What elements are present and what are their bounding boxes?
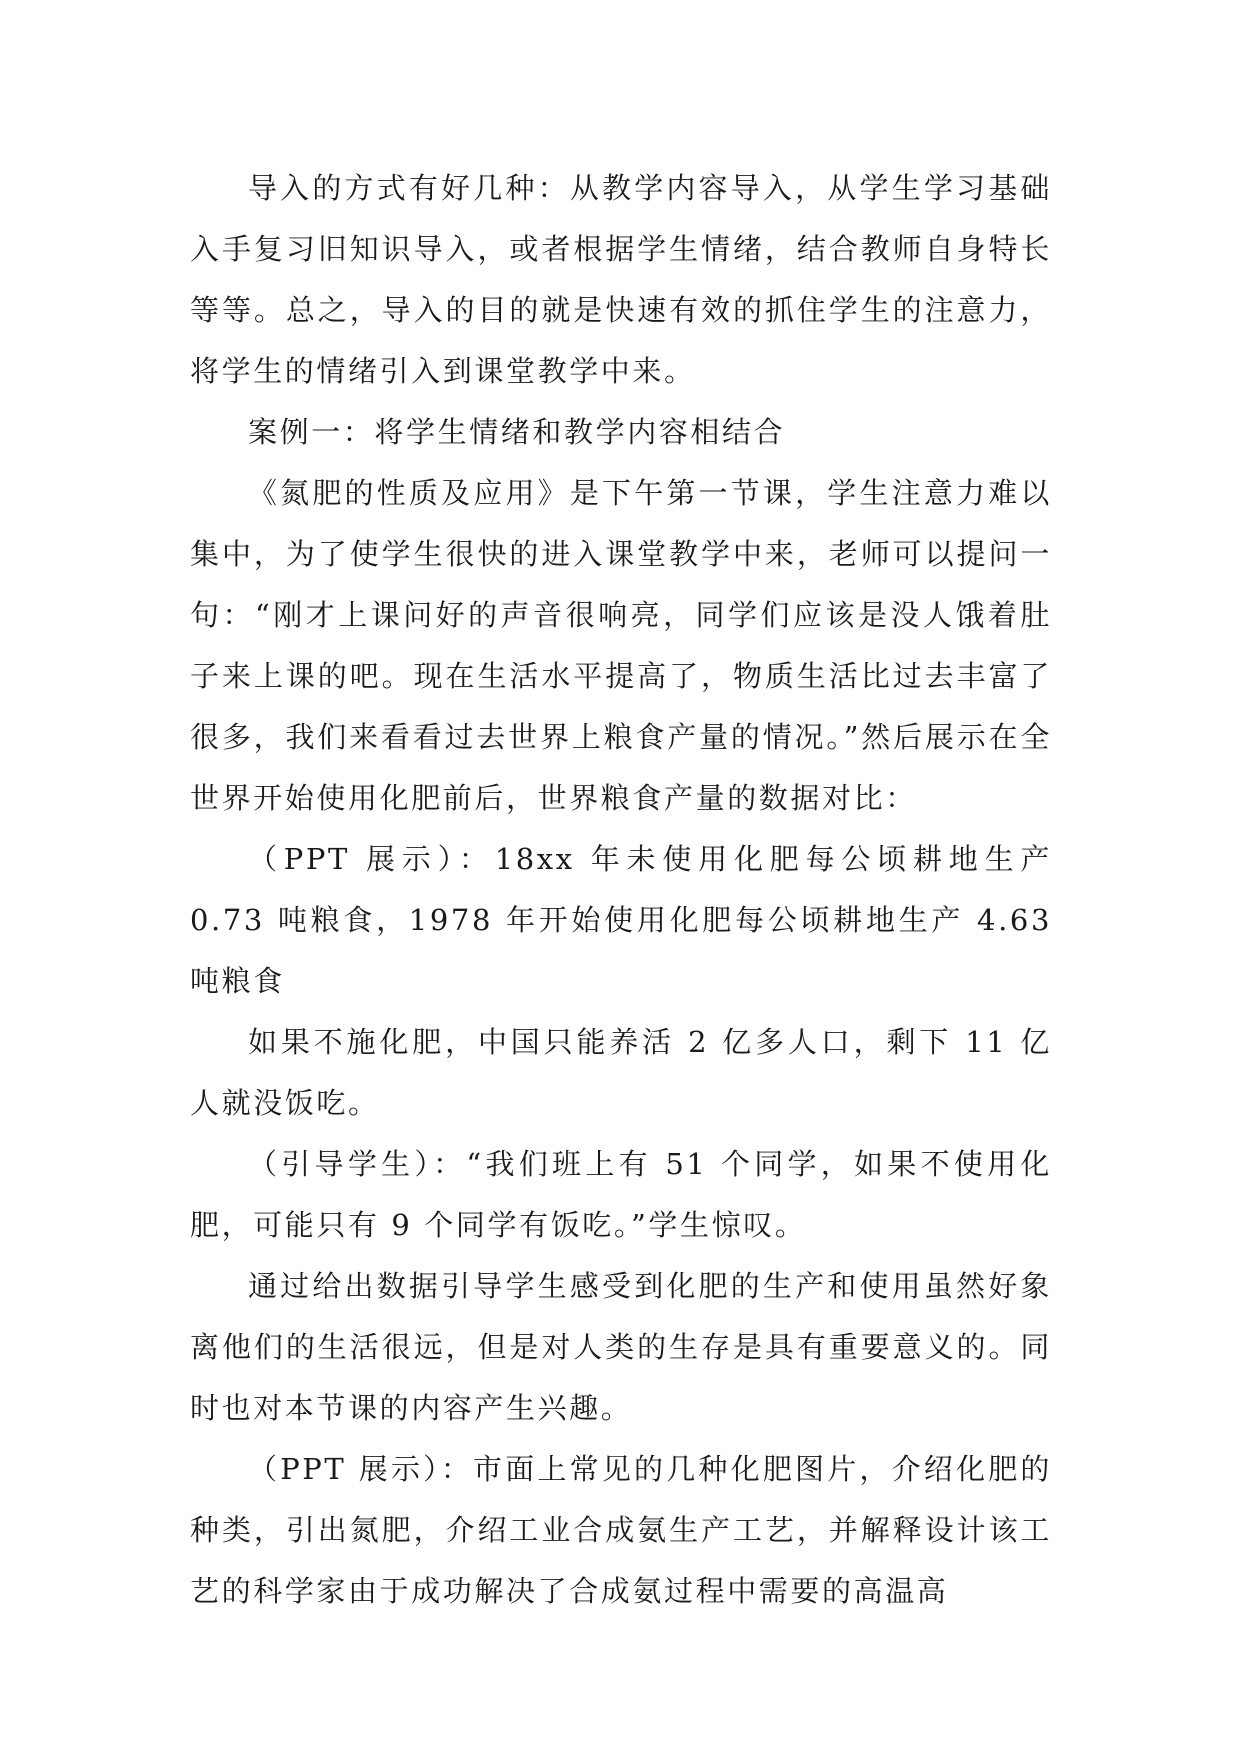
paragraph-reflection: 通过给出数据引导学生感受到化肥的生产和使用虽然好象离他们的生活很远，但是对人类的生存是具有重要意义的。同时也对本节课的内容产生兴趣。 bbox=[190, 1269, 1052, 1425]
paragraph-case-one-heading: 案例一：将学生情绪和教学内容相结合 bbox=[248, 415, 786, 449]
paragraph-ppt-data: （PPT 展示）：18xx 年未使用化肥每公顷耕地生产 0.73 吨粮食，1978 年开始使用化肥每公顷耕地生产 4.63 吨粮食 bbox=[190, 842, 1052, 998]
paragraph-ppt-fertilizer: （PPT 展示）：市面上常见的几种化肥图片，介绍化肥的种类，引出氮肥，介绍工业合成氨生产工艺，并解释设计该工艺的科学家由于成功解决了合成氨过程中需要的高温高 bbox=[190, 1452, 1052, 1608]
paragraph-population: 如果不施化肥，中国只能养活 2 亿多人口，剩下 11 亿人就没饭吃。 bbox=[190, 1025, 1052, 1120]
paragraph-case-one-story: 《氮肥的性质及应用》是下午第一节课，学生注意力难以集中，为了使学生很快的进入课堂教学中来，老师可以提问一句：“刚才上课问好的声音很响亮，同学们应该是没人饿着肚子来上课的吧。现在生活水平提高了，物质生活比过去丰富了很多，我们来看看过去世界上粮食产量的情况。”然后展示在全世界开始使用化肥前后，世界粮食产量的数据对比： bbox=[190, 476, 1052, 815]
document-page bbox=[190, 158, 1052, 1622]
paragraph-guide-students: （引导学生）：“我们班上有 51 个同学，如果不使用化肥，可能只有 9 个同学有饭吃。”学生惊叹。 bbox=[190, 1147, 1052, 1242]
paragraph-intro-methods: 导入的方式有好几种：从教学内容导入，从学生学习基础入手复习旧知识导入，或者根据学生情绪，结合教师自身特长等等。总之，导入的目的就是快速有效的抓住学生的注意力，将学生的情绪引入到课堂教学中来。 bbox=[190, 171, 1052, 388]
